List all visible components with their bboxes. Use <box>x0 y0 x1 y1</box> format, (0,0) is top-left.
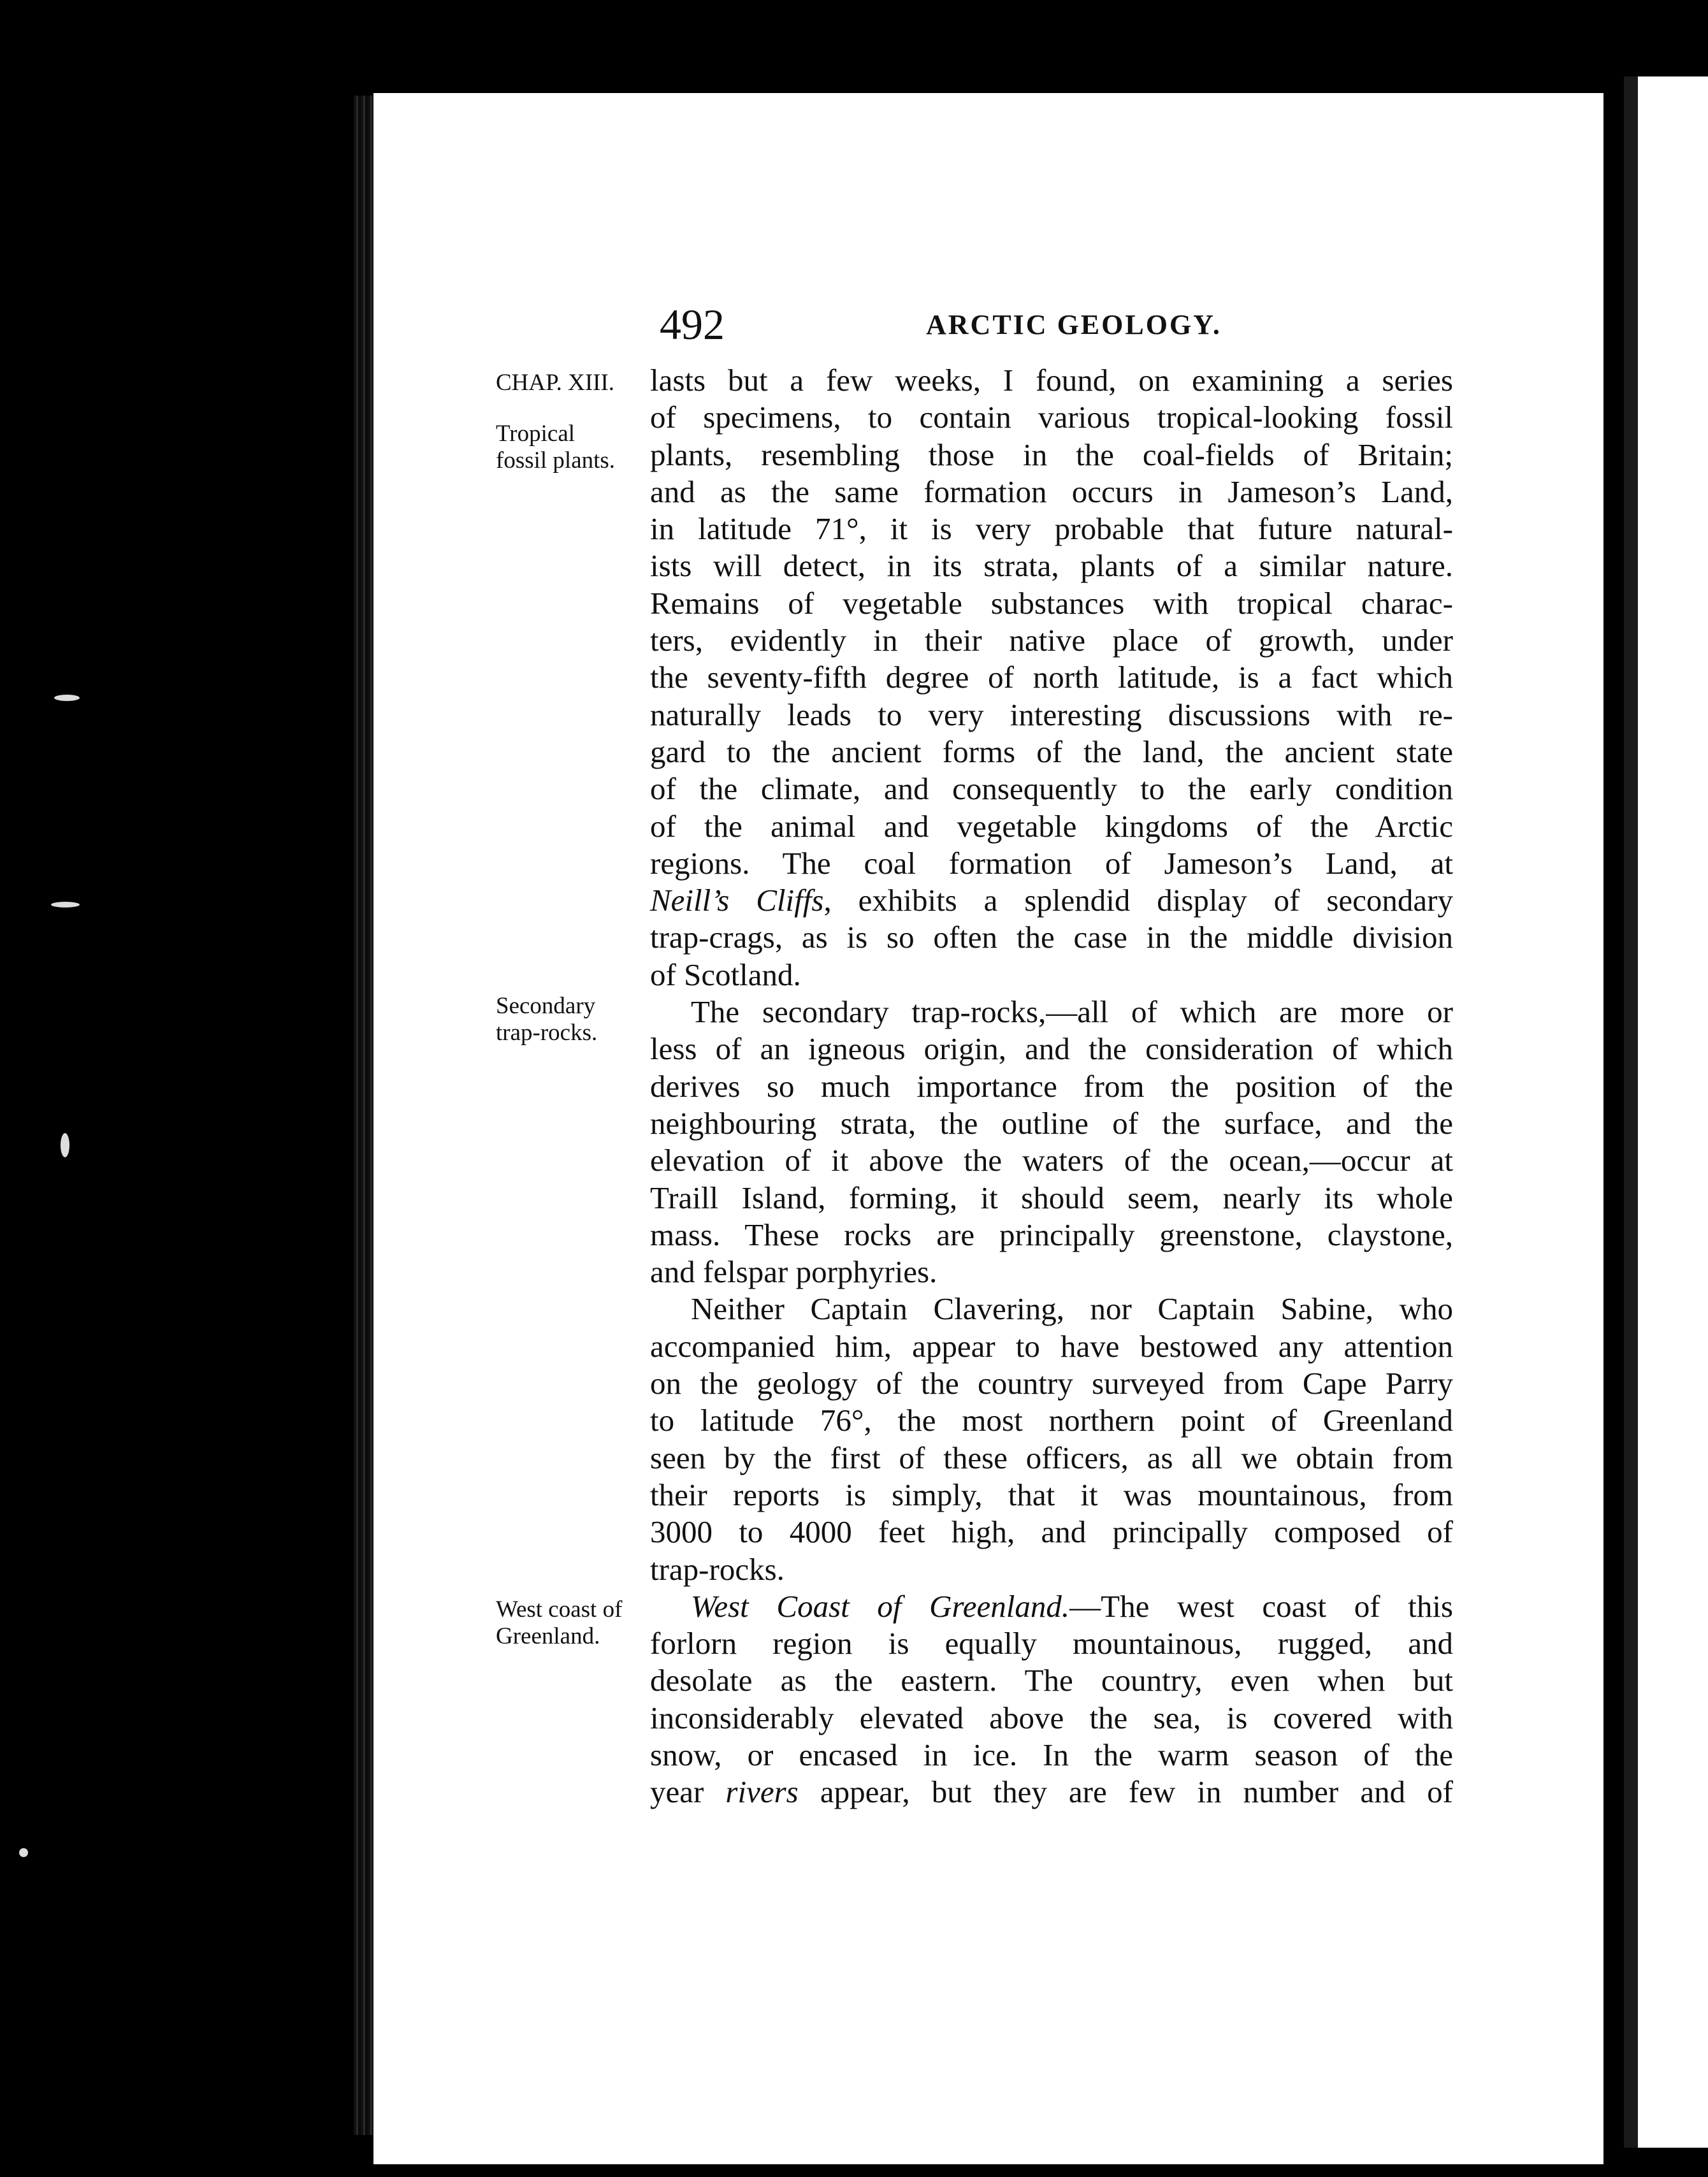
margin-note-line: West coast of <box>496 1596 623 1623</box>
text-line: inconsiderably elevated above the sea, is covered with <box>650 1700 1453 1735</box>
text-line: forlorn region is equally mountainous, rugged, and <box>650 1626 1453 1661</box>
text-line: Remains of vegetable substances with tropical charac- <box>650 585 1453 621</box>
text-line: snow, or encased in ice. In the warm season of the <box>650 1737 1453 1772</box>
text-line: in latitude 71°, it is very probable that future natural- <box>650 511 1453 547</box>
text-line: trap-rocks. <box>650 1551 785 1587</box>
text-line: lasts but a few weeks, I found, on examining a series <box>650 363 1453 398</box>
text-line: desolate as the eastern. The country, even when but <box>650 1663 1453 1698</box>
text-line: plants, resembling those in the coal-fields of Britain; <box>650 437 1453 472</box>
text-line: of the climate, and consequently to the early condition <box>650 771 1453 807</box>
text-line: of the animal and vegetable kingdoms of the Arctic <box>650 808 1453 844</box>
running-title: ARCTIC GEOLOGY. <box>926 309 1222 340</box>
text-line: of Scotland. <box>650 957 801 992</box>
text-line: year rivers appear, but they are few in number and of <box>650 1774 1453 1810</box>
page-number: 492 <box>660 300 725 349</box>
text-line: less of an igneous origin, and the consideration of which <box>650 1031 1453 1067</box>
text-line: elevation of it above the waters of the ocean,—occur at <box>650 1143 1453 1178</box>
page-header <box>660 300 1456 357</box>
scan-speck <box>19 1848 28 1857</box>
text-line: the seventy-fifth degree of north latitude, is a fact which <box>650 660 1453 695</box>
text-line: to latitude 76°, the most northern point of Greenland <box>650 1403 1453 1438</box>
text-line: gard to the ancient forms of the land, the ancient state <box>650 734 1453 769</box>
text-line: trap-crags, as is so often the case in the middle division <box>650 920 1453 955</box>
scan-speck <box>51 902 80 908</box>
text-line: of specimens, to contain various tropical-looking fossil <box>650 400 1453 435</box>
margin-note-line: Tropical <box>496 421 575 447</box>
margin-note-line: Greenland. <box>496 1623 600 1649</box>
margin-note-tropical <box>496 421 649 474</box>
text-line: their reports is simply, that it was mountainous, from <box>650 1477 1453 1512</box>
margin-note-line: Secondary <box>496 993 596 1019</box>
text-line: ists will detect, in its strata, plants of a similar nature. <box>650 548 1453 584</box>
text-line: seen by the first of these officers, as all we obtain from <box>650 1440 1453 1475</box>
scan-speck <box>54 695 80 701</box>
text-line: and felspar porphyries. <box>650 1254 937 1290</box>
text-line: Neill’s Cliffs, exhibits a splendid display of secondary <box>650 883 1453 918</box>
text-line: mass. These rocks are principally greenstone, claystone, <box>650 1217 1453 1252</box>
margin-note-chapter <box>496 370 649 396</box>
text-line: on the geology of the country surveyed from Cape Parry <box>650 1366 1453 1401</box>
text-line: naturally leads to very interesting discussions with re- <box>650 697 1453 732</box>
margin-note-line: fossil plants. <box>496 447 616 474</box>
text-line: Neither Captain Clavering, nor Captain Sabine, who <box>691 1291 1453 1327</box>
margin-note-secondary <box>496 993 649 1046</box>
text-line: and as the same formation occurs in Jameson’s Land, <box>650 474 1453 509</box>
text-line: ters, evidently in their native place of growth, under <box>650 623 1453 658</box>
body-text <box>650 362 1453 1811</box>
scan-speck <box>61 1133 69 1157</box>
text-line: 3000 to 4000 feet high, and principally composed of <box>650 1514 1453 1550</box>
text-line: Traill Island, forming, it should seem, nearly its whole <box>650 1180 1453 1215</box>
text-line: West Coast of Greenland.—The west coast of this <box>691 1588 1454 1624</box>
margin-note-west-coast <box>496 1596 649 1650</box>
text-line: regions. The coal formation of Jameson’s Land, at <box>650 845 1453 881</box>
text-line: neighbouring strata, the outline of the surface, and the <box>650 1105 1453 1141</box>
margin-note-line: trap-rocks. <box>496 1020 598 1046</box>
text-line: accompanied him, appear to have bestowed any attention <box>650 1328 1453 1364</box>
text-line: derives so much importance from the position of the <box>650 1068 1453 1104</box>
chapter-label: CHAP. XIII. <box>496 370 615 396</box>
text-line: The secondary trap-rocks,—all of which are more or <box>691 994 1453 1030</box>
facing-page-edge <box>1624 76 1708 2148</box>
